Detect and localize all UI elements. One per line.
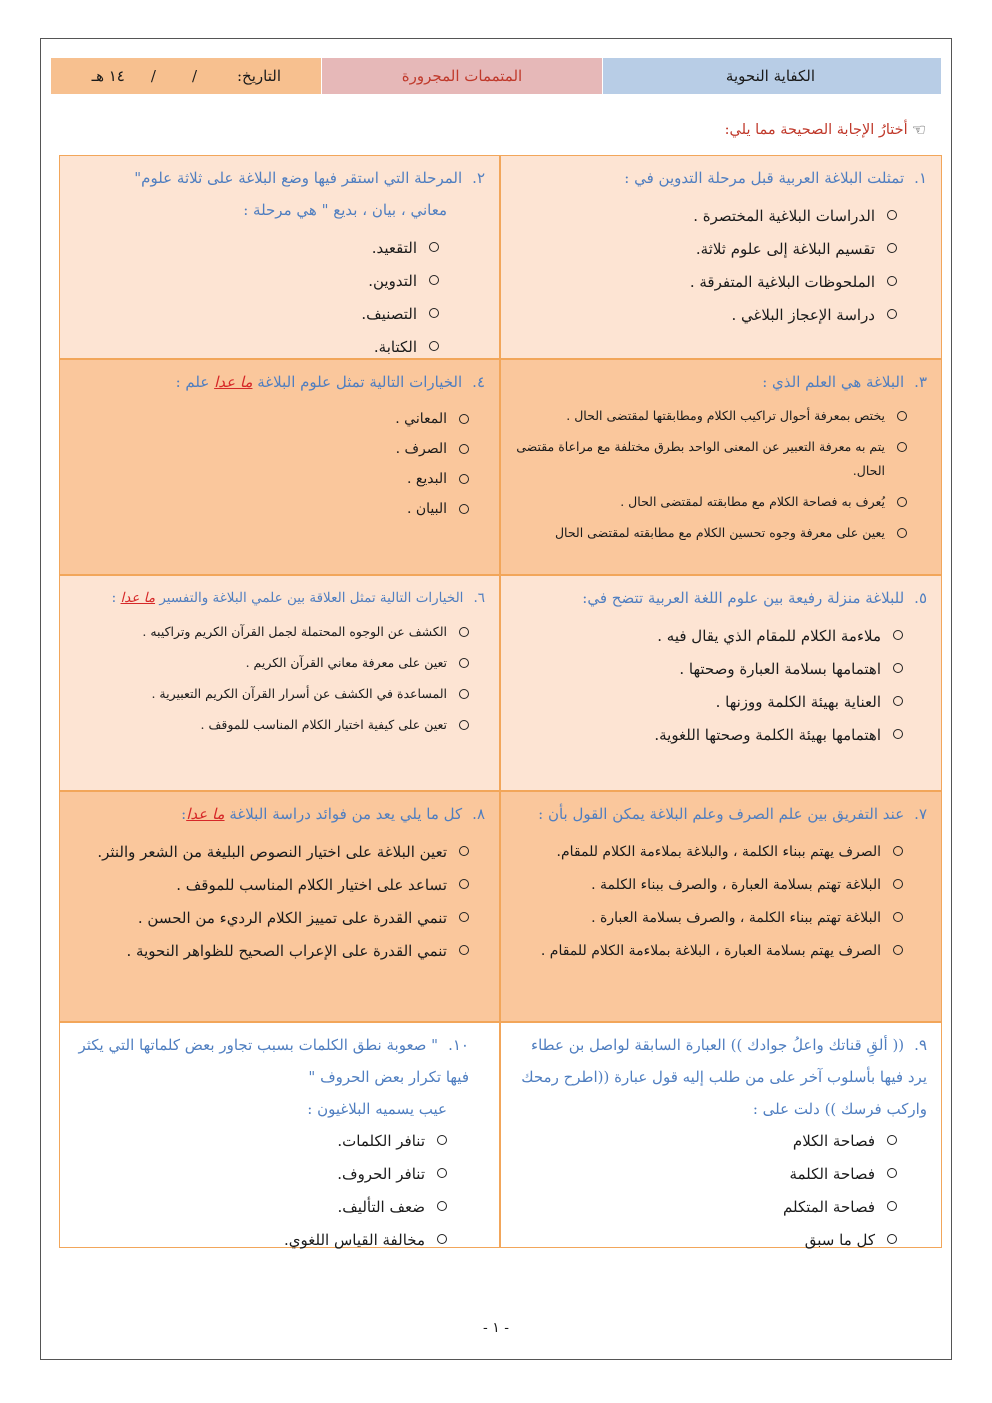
question-6-number: ٦. <box>473 590 485 606</box>
radio-circle-icon[interactable] <box>893 696 903 706</box>
question-10-number: ١٠. <box>448 1036 469 1054</box>
date-field <box>51 58 321 94</box>
question-1-number: ١. <box>914 169 927 187</box>
question-5-number: ٥. <box>914 589 927 607</box>
radio-circle-icon[interactable] <box>459 658 469 668</box>
question-9-option[interactable]: كل ما سبق <box>511 1224 897 1257</box>
question-1-option[interactable]: دراسة الإعجاز البلاغي . <box>511 299 897 332</box>
instruction-text: أختارُ الإجابة الصحيحة مما يلي: <box>724 121 908 138</box>
question-10: ١٠." صعوبة نطق الكلمات بسبب تجاور بعض كلماتها التي يكثر فيها تكرار بعض الحروف " عيب يسميه البلاغيون : تنافر الكلمات. تنافر الحروف. ضعف التأليف. مخالفة القياس اللغوي. <box>59 1022 500 1248</box>
question-1-option[interactable]: الملحوظات البلاغية المتفرقة . <box>511 266 897 299</box>
question-3-option[interactable]: يتم به معرفة التعبير عن المعنى الواحد بطرق مختلفة مع مراعاة مقتضى الحال. <box>511 435 907 483</box>
radio-circle-icon[interactable] <box>459 720 469 730</box>
question-1-text: تمثلت البلاغة العربية قبل مرحلة التدوين في : <box>624 169 905 187</box>
date-year: ١٤ هـ <box>91 67 125 85</box>
question-5-option[interactable]: اهتمامها بسلامة العبارة وصحتها . <box>511 653 903 686</box>
date-separator-2: / <box>150 67 156 85</box>
radio-circle-icon[interactable] <box>893 729 903 739</box>
radio-circle-icon[interactable] <box>893 945 903 955</box>
question-1-option[interactable]: تقسيم البلاغة إلى علوم ثلاثة. <box>511 233 897 266</box>
question-10-option[interactable]: ضعف التأليف. <box>70 1191 447 1224</box>
question-4-number: ٤. <box>472 373 485 391</box>
radio-circle-icon[interactable] <box>893 846 903 856</box>
question-3: ٣.البلاغة هي العلم الذي : يختص بمعرفة أحوال تراكيب الكلام ومطابقتها لمقتضى الحال . يتم به معرفة التعبير عن المعنى الواحد بطرق مختلفة مع مراعاة مقتضى الحال. يُعرف به فصاحة الكلام مع مطابقته لمقتضى الحال . يعين على معرفة وجوه تحسين الكلام مع مطابقته لمقتضى الحال <box>500 359 942 575</box>
radio-circle-icon[interactable] <box>429 242 439 252</box>
radio-circle-icon[interactable] <box>459 689 469 699</box>
question-7-option[interactable]: الصرف يهتم بسلامة العبارة ، البلاغة بملاءمة الكلام للمقام . <box>511 935 903 968</box>
radio-circle-icon[interactable] <box>887 210 897 220</box>
radio-circle-icon[interactable] <box>459 846 469 856</box>
date-label: التاريخ: <box>237 67 281 85</box>
radio-circle-icon[interactable] <box>437 1234 447 1244</box>
question-7-number: ٧. <box>914 805 927 823</box>
question-6-option[interactable]: المساعدة في الكشف عن أسرار القرآن الكريم التعبيرية . <box>70 682 469 706</box>
question-5-option[interactable]: ملاءمة الكلام للمقام الذي يقال فيه . <box>511 620 903 653</box>
radio-circle-icon[interactable] <box>887 1168 897 1178</box>
question-7-option[interactable]: البلاغة تهتم بسلامة العبارة ، والصرف ببناء الكلمة . <box>511 869 903 902</box>
date-separator-1: / <box>191 67 197 85</box>
question-9-option[interactable]: فصاحة المتكلم <box>511 1191 897 1224</box>
radio-circle-icon[interactable] <box>887 1201 897 1211</box>
radio-circle-icon[interactable] <box>459 945 469 955</box>
question-5-option[interactable]: العناية بهيئة الكلمة ووزنها . <box>511 686 903 719</box>
except-marker: ما عدا <box>186 805 225 823</box>
question-2 <box>59 155 500 359</box>
question-1-option[interactable]: الدراسات البلاغية المختصرة . <box>511 200 897 233</box>
page-number: - ١ - <box>483 1320 509 1336</box>
radio-circle-icon[interactable] <box>459 504 469 514</box>
header-bar <box>51 58 941 94</box>
question-8-option[interactable]: تنمي القدرة على الإعراب الصحيح للظواهر النحوية . <box>70 935 469 968</box>
question-2-option[interactable]: التدوين. <box>70 265 439 298</box>
question-4: ٤.الخيارات التالية تمثل علوم البلاغة ما عدا علم : المعاني . الصرف . البديع . البيان . <box>59 359 500 575</box>
question-6-option[interactable]: تعين على معرفة معاني القرآن الكريم . <box>70 651 469 675</box>
question-9-number: ٩. <box>914 1036 927 1054</box>
pointing-hand-icon: ☜ <box>911 120 926 139</box>
question-5-option[interactable]: اهتمامها بهيئة الكلمة وصحتها اللغوية. <box>511 719 903 752</box>
question-3-option[interactable]: يُعرف به فصاحة الكلام مع مطابقته لمقتضى الحال . <box>511 490 907 514</box>
question-7-option[interactable]: البلاغة تهتم ببناء الكلمة ، والصرف بسلامة العبارة . <box>511 902 903 935</box>
radio-circle-icon[interactable] <box>893 663 903 673</box>
question-4-option[interactable]: البديع . <box>70 464 469 494</box>
question-7: ٧.عند التفريق بين علم الصرف وعلم البلاغة يمكن القول بأن : الصرف يهتم ببناء الكلمة ، والبلاغة بملاءمة الكلام للمقام. البلاغة تهتم بسلامة العبارة ، والصرف ببناء الكلمة . البلاغة تهتم ببناء الكلمة ، والصرف بسلامة العبارة . الصرف يهتم بسلامة العبارة ، البلاغة بملاءمة الكلام للمقام . <box>500 791 942 1022</box>
question-6: ٦.الخيارات التالية تمثل العلاقة بين علمي البلاغة والتفسير ما عدا : الكشف عن الوجوه المحتملة لجمل القرآن الكريم وتراكيبه . تعين على معرفة معاني القرآن الكريم . المساعدة في الكشف عن أسرار القرآن الكريم التعبيرية . تعين على كيفية اختيار الكلام المناسب للموقف . <box>59 575 500 791</box>
question-3-number: ٣. <box>914 373 927 391</box>
question-8-option[interactable]: تنمي القدرة على تمييز الكلام الرديء من الحسن . <box>70 902 469 935</box>
radio-circle-icon[interactable] <box>429 308 439 318</box>
question-2-option[interactable]: الكتابة. <box>70 331 439 364</box>
radio-circle-icon[interactable] <box>459 444 469 454</box>
radio-circle-icon[interactable] <box>893 879 903 889</box>
question-2-text: المرحلة التي استقر فيها وضع البلاغة على ثلاثة علوم" <box>134 169 463 187</box>
radio-circle-icon[interactable] <box>437 1201 447 1211</box>
question-4-option[interactable]: الصرف . <box>70 434 469 464</box>
question-10-option[interactable]: تنافر الكلمات. <box>70 1125 447 1158</box>
subject-label: الكفاية النحوية <box>603 58 941 94</box>
radio-circle-icon[interactable] <box>893 912 903 922</box>
radio-circle-icon[interactable] <box>897 411 907 421</box>
question-6-option[interactable]: الكشف عن الوجوه المحتملة لجمل القرآن الكريم وتراكيبه . <box>70 620 469 644</box>
questions-grid <box>59 155 942 1248</box>
question-2-option[interactable]: التصنيف. <box>70 298 439 331</box>
radio-circle-icon[interactable] <box>897 528 907 538</box>
question-10-option[interactable]: مخالفة القياس اللغوي. <box>70 1224 447 1257</box>
question-8-number: ٨. <box>472 805 485 823</box>
question-4-option[interactable]: المعاني . <box>70 404 469 434</box>
question-10-option[interactable]: تنافر الحروف. <box>70 1158 447 1191</box>
radio-circle-icon[interactable] <box>897 497 907 507</box>
question-8-option[interactable]: تساعد على اختيار الكلام المناسب للموقف . <box>70 869 469 902</box>
radio-circle-icon[interactable] <box>887 276 897 286</box>
question-4-option[interactable]: البيان . <box>70 494 469 524</box>
instruction <box>725 120 926 139</box>
radio-circle-icon[interactable] <box>459 414 469 424</box>
question-1 <box>500 155 942 359</box>
question-2-text-cont: معاني ، بيان ، بديع " هي مرحلة : <box>243 201 447 219</box>
radio-circle-icon[interactable] <box>429 275 439 285</box>
except-marker: ما عدا <box>214 373 253 391</box>
radio-circle-icon[interactable] <box>459 627 469 637</box>
radio-circle-icon[interactable] <box>437 1168 447 1178</box>
question-2-number: ٢. <box>472 169 485 187</box>
radio-circle-icon[interactable] <box>459 912 469 922</box>
radio-circle-icon[interactable] <box>429 341 439 351</box>
radio-circle-icon[interactable] <box>897 442 907 452</box>
radio-circle-icon[interactable] <box>459 474 469 484</box>
question-8-option[interactable]: تعين البلاغة على اختيار النصوص البليغة من الشعر والنثر. <box>70 836 469 869</box>
radio-circle-icon[interactable] <box>887 243 897 253</box>
radio-circle-icon[interactable] <box>893 630 903 640</box>
topic-label: المتممات المجرورة <box>321 58 603 94</box>
question-2-option[interactable]: التقعيد. <box>70 232 439 265</box>
question-9-option[interactable]: فصاحة الكلمة <box>511 1158 897 1191</box>
radio-circle-icon[interactable] <box>887 1234 897 1244</box>
question-3-option[interactable]: يعين على معرفة وجوه تحسين الكلام مع مطابقته لمقتضى الحال <box>511 521 907 545</box>
radio-circle-icon[interactable] <box>437 1135 447 1145</box>
question-8: ٨.كل ما يلي يعد من فوائد دراسة البلاغة ما عدا: تعين البلاغة على اختيار النصوص البليغة من الشعر والنثر. تساعد على اختيار الكلام المناسب للموقف . تنمي القدرة على تمييز الكلام الرديء من الحسن . تنمي القدرة على الإعراب الصحيح للظواهر النحوية . <box>59 791 500 1022</box>
radio-circle-icon[interactable] <box>887 309 897 319</box>
question-5: ٥.للبلاغة منزلة رفيعة بين علوم اللغة العربية تتضح في: ملاءمة الكلام للمقام الذي يقال فيه . اهتمامها بسلامة العبارة وصحتها . العناية بهيئة الكلمة ووزنها . اهتمامها بهيئة الكلمة وصحتها اللغوية. <box>500 575 942 791</box>
question-9-option[interactable]: فصاحة الكلام <box>511 1125 897 1158</box>
question-9: ٩.(( ألقِ قناتك واعلُ جوادك )) العبارة السابقة لواصل بن عطاء يرد فيها بأسلوب آخر على من طلب إليه قول عبارة ((اطرح رمحك واركب فرسك )) دلت على : فصاحة الكلام فصاحة الكلمة فصاحة المتكلم كل ما سبق <box>500 1022 942 1248</box>
question-3-option[interactable]: يختص بمعرفة أحوال تراكيب الكلام ومطابقتها لمقتضى الحال . <box>511 404 907 428</box>
radio-circle-icon[interactable] <box>887 1135 897 1145</box>
question-7-option[interactable]: الصرف يهتم ببناء الكلمة ، والبلاغة بملاءمة الكلام للمقام. <box>511 836 903 869</box>
except-marker: ما عدا <box>120 590 156 606</box>
question-6-option[interactable]: تعين على كيفية اختيار الكلام المناسب للموقف . <box>70 713 469 737</box>
question-10-text-cont: عيب يسميه البلاغيون : <box>307 1100 447 1118</box>
radio-circle-icon[interactable] <box>459 879 469 889</box>
